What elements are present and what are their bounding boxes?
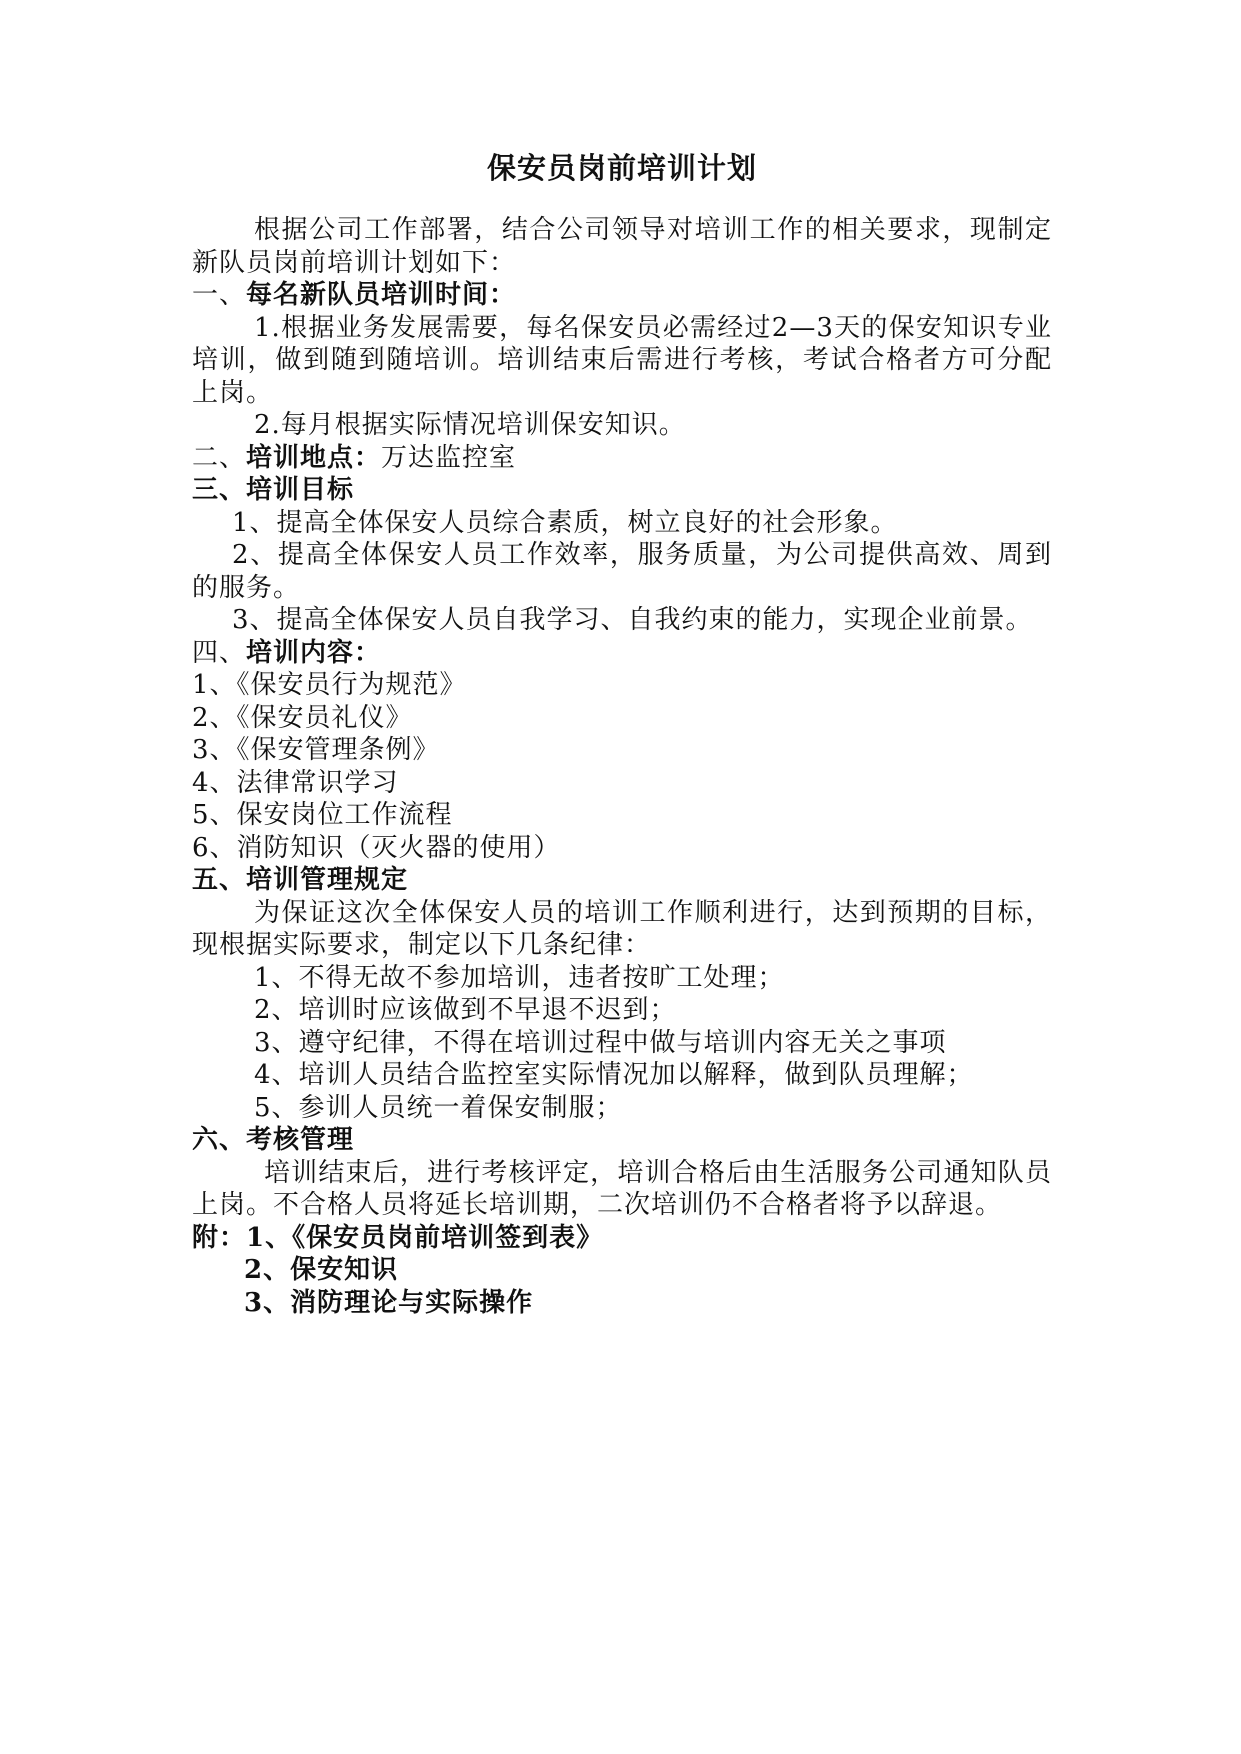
section-4-item-5: 5、保安岗位工作流程 (192, 800, 453, 830)
section-5-intro: 为保证这次全体保安人员的培训工作顺利进行，达到预期的目标，现根据实际要求，制定以下几条纪律： (192, 897, 1052, 960)
section-3-heading (192, 474, 1052, 507)
section-3-item-2: 2、提高全体保安人员工作效率，服务质量，为公司提供高效、周到的服务。 (192, 540, 1052, 603)
section-number: 二、 (192, 442, 247, 473)
section-4-item-1: 1、《保安员行为规范》 (192, 670, 467, 700)
intro-paragraph: 根据公司工作部署，结合公司领导对培训工作的相关要求，现制定新队员岗前培训计划如下： (192, 215, 1052, 278)
section-5-heading (192, 864, 1052, 897)
section-1-item-2: 2.每月根据实际情况培训保安知识。 (254, 410, 686, 440)
section-number: 四、 (192, 637, 247, 668)
section-value: 万达监控室 (381, 442, 517, 473)
section-3-item-1: 1、提高全体保安人员综合素质，树立良好的社会形象。 (232, 507, 898, 538)
section-6-heading (192, 1124, 1052, 1157)
document-page (192, 148, 1052, 1319)
section-title: 培训管理规定 (246, 865, 409, 895)
section-6-text: 培训结束后，进行考核评定，培训合格后由生活服务公司通知队员上岗。不合格人员将延长培训期，二次培训仍不合格者将予以辞退。 (192, 1157, 1052, 1220)
section-1-heading (192, 279, 1052, 312)
section-2-heading (192, 442, 1052, 475)
section-1-item-1: 1.根据业务发展需要，每名保安员必需经过2—3天的保安知识专业培训，做到随到随培训。培训结束后需进行考核，考试合格者方可分配上岗。 (192, 312, 1052, 408)
appendix-label: 附： (192, 1222, 247, 1253)
section-5-item-1: 1、不得无故不参加培训，违者按旷工处理； (254, 962, 785, 993)
section-5-item-5: 5、参训人员统一着保安制服； (254, 1092, 623, 1123)
section-5-item-4: 4、培训人员结合监控室实际情况加以解释，做到队员理解； (254, 1060, 974, 1090)
section-4-heading (192, 637, 1052, 670)
appendix-item-1: 1、《保安员岗前培训签到表》 (246, 1222, 604, 1253)
section-title: 考核管理 (246, 1125, 355, 1155)
section-title: 每名新队员培训时间： (246, 280, 517, 310)
appendix-item-3: 3、消防理论与实际操作 (244, 1287, 534, 1318)
section-number: 六、 (192, 1125, 247, 1155)
section-4-item-2: 2、《保安员礼仪》 (192, 702, 413, 733)
appendix-item-2: 2、保安知识 (244, 1255, 399, 1285)
section-number: 五、 (192, 865, 247, 895)
section-4-item-4: 4、法律常识学习 (192, 767, 399, 798)
document-title: 保安员岗前培训计划 (486, 151, 757, 185)
section-5-item-3: 3、遵守纪律，不得在培训过程中做与培训内容无关之事项 (254, 1027, 947, 1058)
section-5-item-2: 2、培训时应该做到不早退不迟到； (254, 995, 677, 1025)
section-title: 培训目标 (246, 475, 355, 505)
section-title: 培训内容： (246, 637, 382, 668)
section-4-item-3: 3、《保安管理条例》 (192, 735, 440, 765)
section-number: 一、 (192, 280, 247, 310)
appendix-line-1 (192, 1222, 1052, 1255)
section-3-item-3: 3、提高全体保安人员自我学习、自我约束的能力，实现企业前景。 (232, 605, 1033, 635)
section-title: 培训地点： (246, 442, 382, 473)
section-4-item-6: 6、消防知识（灭火器的使用） (192, 832, 561, 863)
section-number: 三、 (192, 475, 247, 505)
